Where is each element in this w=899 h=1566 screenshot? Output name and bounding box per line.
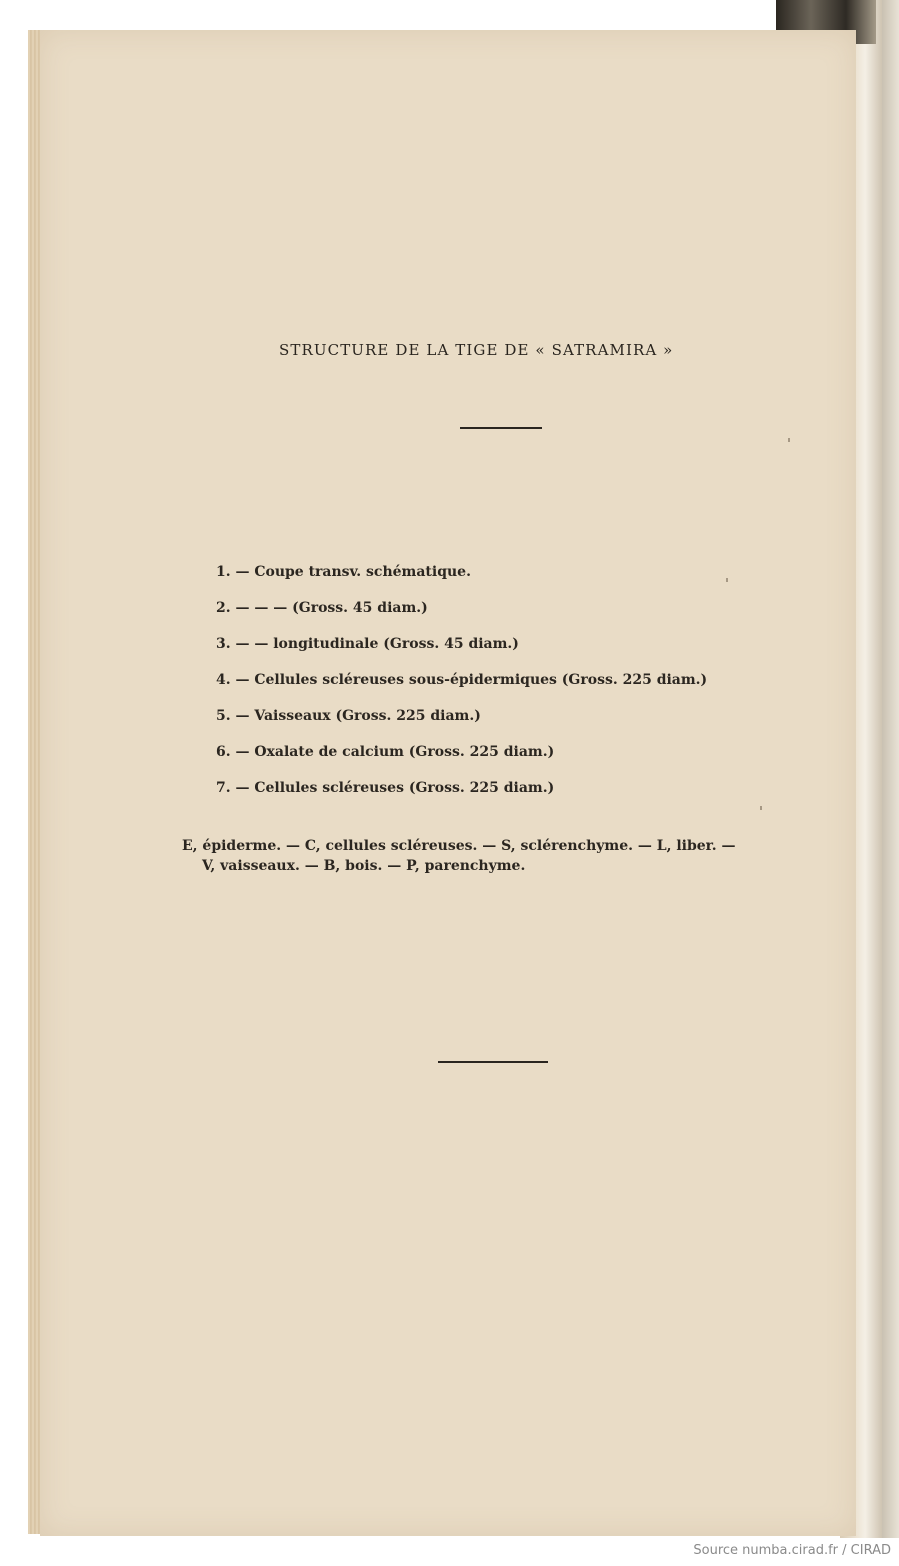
paper-speck [760,806,762,810]
plate-item: 7. — Cellules scléreuses (Gross. 225 diam.) [216,780,555,796]
end-rule [438,1061,548,1063]
paper-speck [726,578,728,582]
abbreviation-legend [182,836,822,876]
plate-item: 4. — Cellules scléreuses sous-épidermiques (Gross. 225 diam.) [216,672,708,688]
paper-speck [788,438,790,442]
plate-list [216,560,707,812]
plate-item: 2. — — — (Gross. 45 diam.) [216,600,428,616]
plate-item: 5. — Vaisseaux (Gross. 225 diam.) [216,708,481,724]
page-title: STRUCTURE DE LA TIGE DE « SATRAMIRA » [279,341,674,359]
legend-line: E, épiderme. — C, cellules scléreuses. — S, sclérenchyme. — L, liber. — [182,838,736,854]
plate-item: 1. — Coupe transv. schématique. [216,564,471,580]
title-rule [460,427,542,429]
plate-item: 6. — Oxalate de calcium (Gross. 225 diam.) [216,744,555,760]
legend-line: V, vaisseaux. — B, bois. — P, parenchyme. [202,858,526,874]
plate-item: 3. — — longitudinale (Gross. 45 diam.) [216,636,519,652]
source-credit: Source numba.cirad.fr / CIRAD [693,1543,891,1558]
